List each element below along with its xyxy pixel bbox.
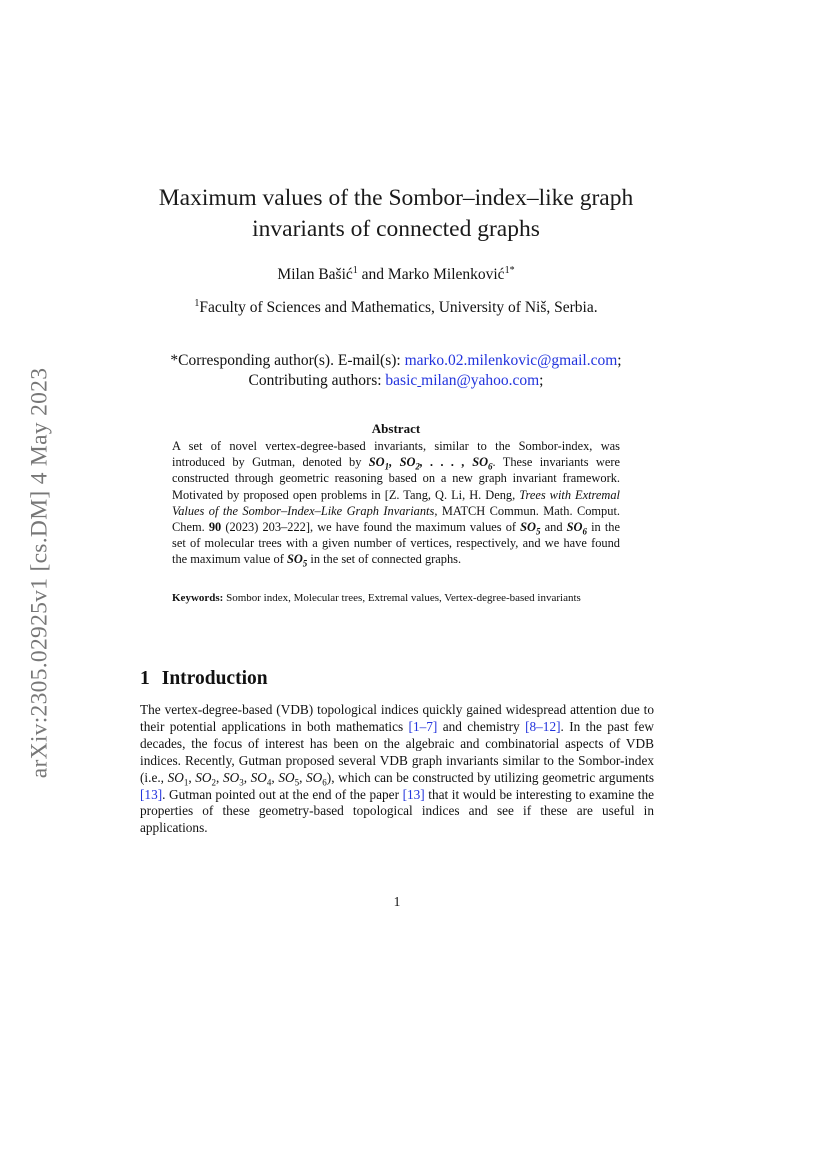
keywords-text: Sombor index, Molecular trees, Extremal values, Vertex-degree-based invariants xyxy=(223,592,581,604)
affiliation-text: Faculty of Sciences and Mathematics, University of Niš, Serbia. xyxy=(199,299,598,316)
intro-part-1: The vertex-degree-based (VDB) topological indices quickly gained widespread attention due to their potential applications in both mathematics xyxy=(140,702,654,734)
arxiv-identifier: arXiv:2305.02925v1 [cs.DM] 4 May 2023 xyxy=(26,367,53,779)
intro-part-6: that it would be interesting to examine the properties of these geometry-based topological indices and see if these are useful in applications. xyxy=(140,786,654,836)
section-heading xyxy=(140,668,268,690)
paper-title xyxy=(140,183,652,245)
title-line-1: Maximum values of the Sombor–index–like graph xyxy=(158,185,634,211)
author-conjunction: and xyxy=(357,266,388,283)
contributing-label: Contributing authors: xyxy=(248,372,386,389)
abstract-part-2: . These invariants were constructed through geometric reasoning based on a new graph invariant framework. Motivated by proposed open problems in [Z. Tang, Q. Li, H. Deng, xyxy=(172,455,620,502)
citation-link[interactable]: [13] xyxy=(402,786,425,802)
abstract-part-7: in the set of connected graphs. xyxy=(307,552,462,567)
corresponding-line xyxy=(140,351,652,371)
abstract-part-4: (2023) 203–222], we have found the maximum values of xyxy=(221,520,521,535)
abstract-ref-title: Trees with Extremal Values of the Sombor–Index–Like Graph Invariants xyxy=(172,487,621,518)
corresponding-email-link[interactable]: marko.02.milenkovic@gmail.com xyxy=(404,352,618,369)
section-title: Introduction xyxy=(161,668,268,689)
author-1: Milan Bašić xyxy=(277,266,353,283)
intro-part-3: . In the past few decades, the focus of interest has been on the algebraic and combinatorial aspects of VDB indices. Recently, Gutman proposed several VDB graph invariants similar to the Sombor-index (i.e., xyxy=(140,718,654,785)
title-line-2: invariants of connected graphs xyxy=(252,216,540,242)
affiliation xyxy=(140,299,652,317)
abstract-part-1: A set of novel vertex-degree-based invariants, similar to the Sombor-index, was introduced by Gutman, denoted by xyxy=(172,439,620,470)
abstract-part-3: , MATCH Commun. Math. Comput. Chem. xyxy=(172,503,620,535)
contributing-end: ; xyxy=(539,372,544,389)
affiliation-marker: 1 xyxy=(194,297,200,309)
so-symbol: SO xyxy=(566,520,583,535)
intro-part-5: . Gutman pointed out at the end of the paper xyxy=(162,786,403,802)
abstract-heading: Abstract xyxy=(371,421,421,436)
keywords-label: Keywords: xyxy=(172,592,224,604)
authors xyxy=(140,266,652,284)
contributing-line xyxy=(140,371,652,391)
so-symbol: SO xyxy=(368,455,385,470)
contributing-email-part-1: basic xyxy=(385,372,418,389)
abstract-volume: 90 xyxy=(208,520,222,535)
author-2-affil: 1* xyxy=(504,264,515,276)
so-symbol: SO xyxy=(472,455,489,470)
author-1-affil: 1 xyxy=(352,264,358,276)
intro-paragraph: The vertex-degree-based (VDB) topological indices quickly gained widespread attention due to their potential applications in both mathematics [1–7] and chemistry [8–12]. In the past few decades, the focus of interest has been on the algebraic and combinatorial aspects of VDB indices. Recently, Gutman proposed several VDB graph invariants similar to the Sombor-index (i.e., $SO_1$, $SO_2$, $SO_3$, $SO_4$, $SO_5$, $SO_6$), which can be constructed by utilizing geometric arguments [13]. Gutman pointed out at the end of the paper [13] that it would be interesting to examine the properties of these geometry-based topological indices and see if these are useful in applications. xyxy=(140,702,654,836)
keywords xyxy=(172,591,620,605)
contact-info xyxy=(140,351,652,391)
intro-part-4: ), which can be constructed by utilizing geometric arguments xyxy=(326,769,654,785)
author-2: Marko Milenković xyxy=(387,266,505,283)
section-number: 1 xyxy=(140,668,150,689)
contributing-email-link[interactable] xyxy=(385,372,539,389)
abstract-part-5: and xyxy=(540,520,567,535)
so-symbol: SO xyxy=(286,552,303,567)
intro-part-2: and chemistry xyxy=(437,718,526,734)
corresponding-label: *Corresponding author(s). E-mail(s): xyxy=(170,352,405,369)
page-number: 1 xyxy=(393,894,401,909)
abstract-text: A set of novel vertex-degree-based invariants, similar to the Sombor-index, was introduced by Gutman, denoted by $SO_1$, $SO_2$, . . . , $SO_6$. These invariants were constructed through geometric reasoning based on a new graph invariant framework. Motivated by proposed open problems in [Z. Tang, Q. Li, H. Deng, Trees with Extremal Values of the Sombor–Index–Like Graph Invariants, MATCH Commun. Math. Comput. Chem. 90 (2023) 203–222], we have found the maximum values of $SO_5$ and $SO_6$ in the set of molecular trees with a given number of vertices, respectively, and we have found the maximum value of $SO_5$ in the set of connected graphs. xyxy=(172,439,621,569)
arxiv-sidebar xyxy=(0,0,80,1169)
contributing-email-part-2: milan@yahoo.com xyxy=(421,372,540,389)
citation-link[interactable]: [1–7] xyxy=(408,718,438,734)
so-symbol: SO xyxy=(399,455,416,470)
corresponding-end: ; xyxy=(617,352,622,369)
so-symbol: SO xyxy=(520,520,536,535)
abstract-part-6: in the set of molecular trees with a given number of vertices, respectively, and we have found the maximum value of xyxy=(172,520,620,567)
citation-link[interactable]: [13] xyxy=(140,786,163,802)
citation-link[interactable]: [8–12] xyxy=(525,718,561,734)
